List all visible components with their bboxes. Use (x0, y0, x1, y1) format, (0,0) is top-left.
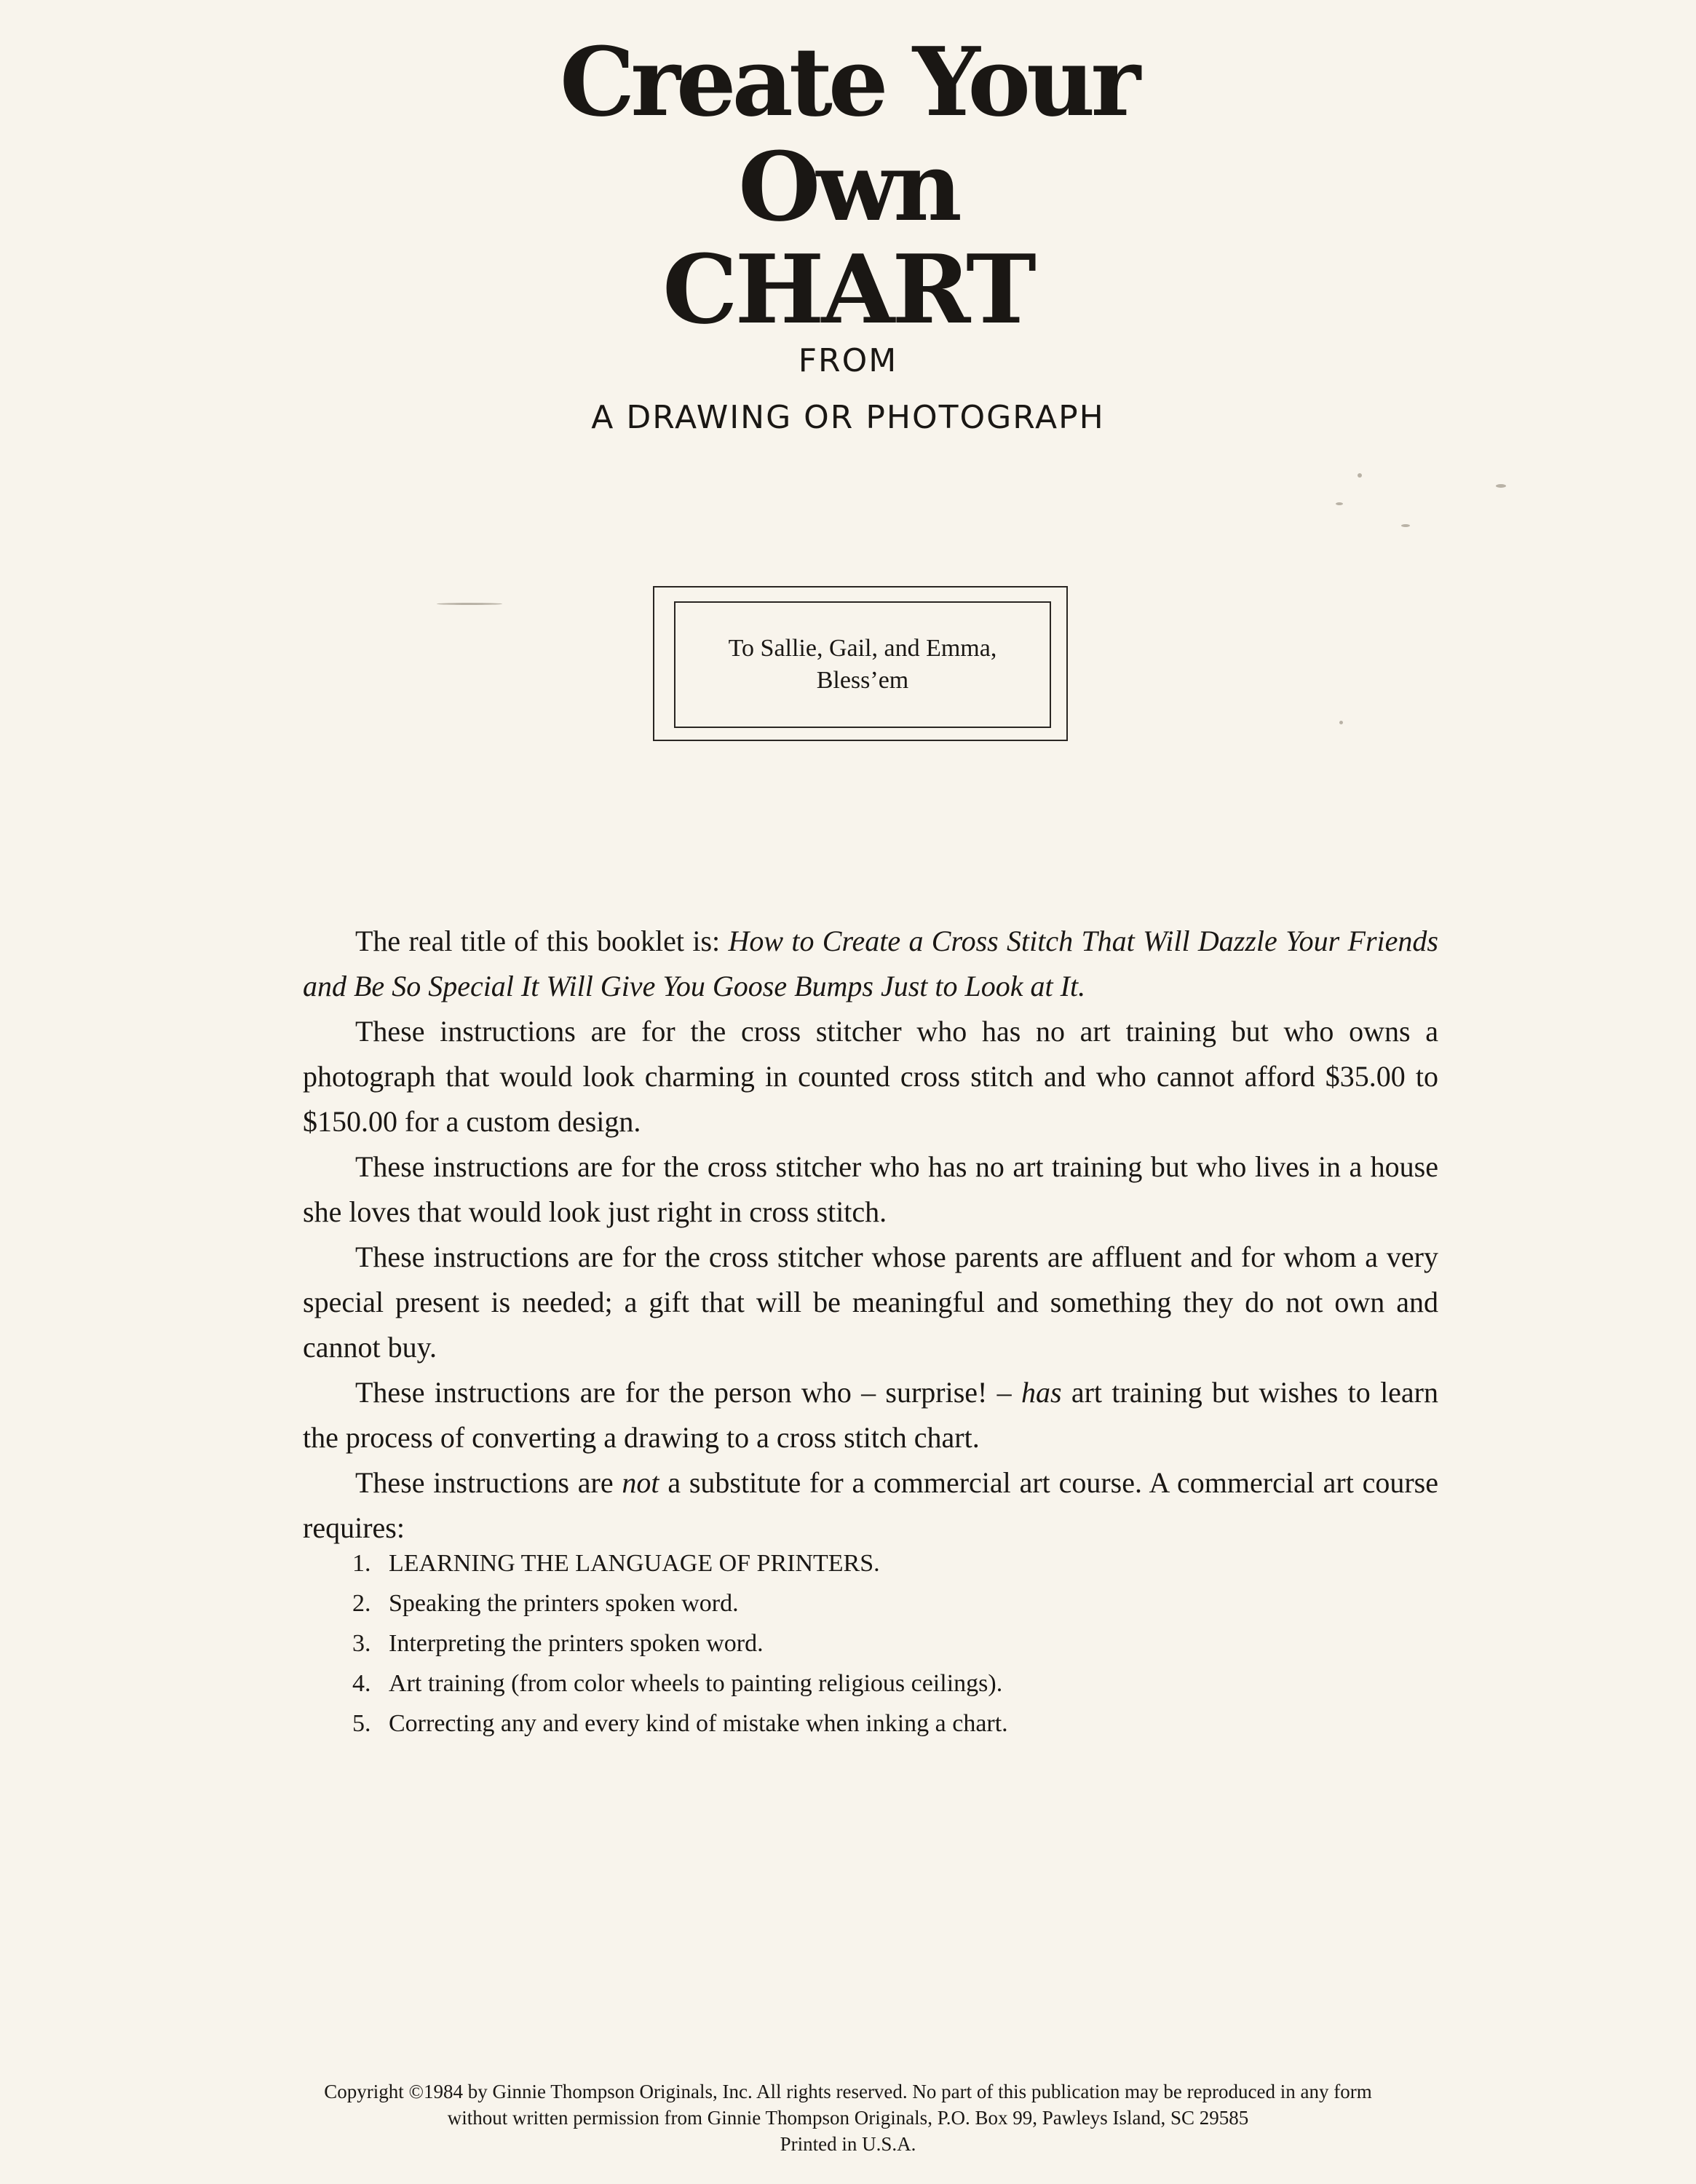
paragraph-6-emphasis: not (622, 1466, 659, 1499)
copyright-line-2: without written permission from Ginnie Thompson Originals, P.O. Box 99, Pawleys Island, SC 29585 (447, 2107, 1249, 2129)
title-line-1: Create Your (559, 26, 1137, 138)
intro-text (303, 919, 1438, 1551)
dedication-line-2: Bless’em (816, 667, 909, 694)
list-item-number: 1. (352, 1550, 371, 1577)
paper-speck (1358, 473, 1362, 478)
title-from: FROM (798, 342, 898, 379)
title-line-2: Own (738, 131, 958, 242)
list-item-text: Correcting any and every kind of mistake when inking a chart. (389, 1710, 1008, 1737)
paper-speck (1401, 524, 1410, 527)
paragraph-5-lead: These instructions are for the person who – surprise! – (355, 1376, 1021, 1409)
booklet-real-title: How to Create a Cross Stitch That Will Dazzle Your Friends and Be So Special It Will Give You Goose Bumps Just to Look at It. (303, 925, 1438, 1002)
list-item (352, 1623, 1444, 1663)
list-item-number: 3. (352, 1630, 371, 1657)
paragraph-5-tail: art training but wishes to learn the process of converting a drawing to a cross stitch chart. (303, 1376, 1439, 1454)
list-item-number: 2. (352, 1590, 371, 1617)
requirements-list (352, 1543, 1444, 1744)
copyright-line-1: Copyright ©1984 by Ginnie Thompson Originals, Inc. All rights reserved. No part of this publication may be reproduced in any form (324, 2081, 1372, 2102)
paper-speck (1336, 502, 1343, 505)
title-subtitle: A DRAWING OR PHOTOGRAPH (591, 399, 1105, 436)
dedication-box (674, 601, 1051, 728)
list-item (352, 1543, 1444, 1583)
paragraph-6 (303, 1460, 1438, 1551)
paragraph-1-lead: The real title of this booklet is: (355, 925, 729, 957)
list-item (352, 1583, 1444, 1623)
paragraph-6-lead: These instructions are (355, 1466, 622, 1499)
list-item-number: 4. (352, 1670, 371, 1697)
dedication-line-1: To Sallie, Gail, and Emma, (728, 634, 997, 662)
paper-speck (1496, 484, 1506, 488)
paragraph-1 (303, 919, 1438, 1009)
list-item (352, 1663, 1444, 1704)
list-item-text: Interpreting the printers spoken word. (389, 1630, 764, 1657)
list-item (352, 1704, 1444, 1744)
list-item-number: 5. (352, 1710, 371, 1737)
paper-speck (1339, 721, 1343, 724)
list-item-text: LEARNING THE LANGUAGE OF PRINTERS. (389, 1550, 880, 1577)
paragraph-6-tail: a substitute for a commercial art course. A commercial art course requires: (303, 1466, 1438, 1544)
paper-speck (437, 603, 502, 605)
list-item-text: Art training (from color wheels to painting religious ceilings). (389, 1670, 1003, 1697)
paragraph-2: These instructions are for the cross stitcher who has no art training but who owns a photograph that would look charming in counted cross stitch and who cannot afford $35.00 to $150.00 for a custom design. (303, 1015, 1438, 1138)
list-item-text: Speaking the printers spoken word. (389, 1590, 739, 1617)
copyright-notice (116, 2078, 1580, 2157)
title-line-3: CHART (662, 234, 1034, 345)
paragraph-4: These instructions are for the cross stitcher whose parents are affluent and for whom a very special present is needed; a gift that will be meaningful and something they do not own and cannot buy. (303, 1241, 1438, 1364)
paragraph-3: These instructions are for the cross stitcher who has no art training but who lives in a house she loves that would look just right in cross stitch. (303, 1150, 1438, 1228)
paragraph-5 (303, 1370, 1438, 1460)
paragraph-5-emphasis: has (1021, 1376, 1062, 1409)
copyright-line-3: Printed in U.S.A. (780, 2133, 916, 2155)
